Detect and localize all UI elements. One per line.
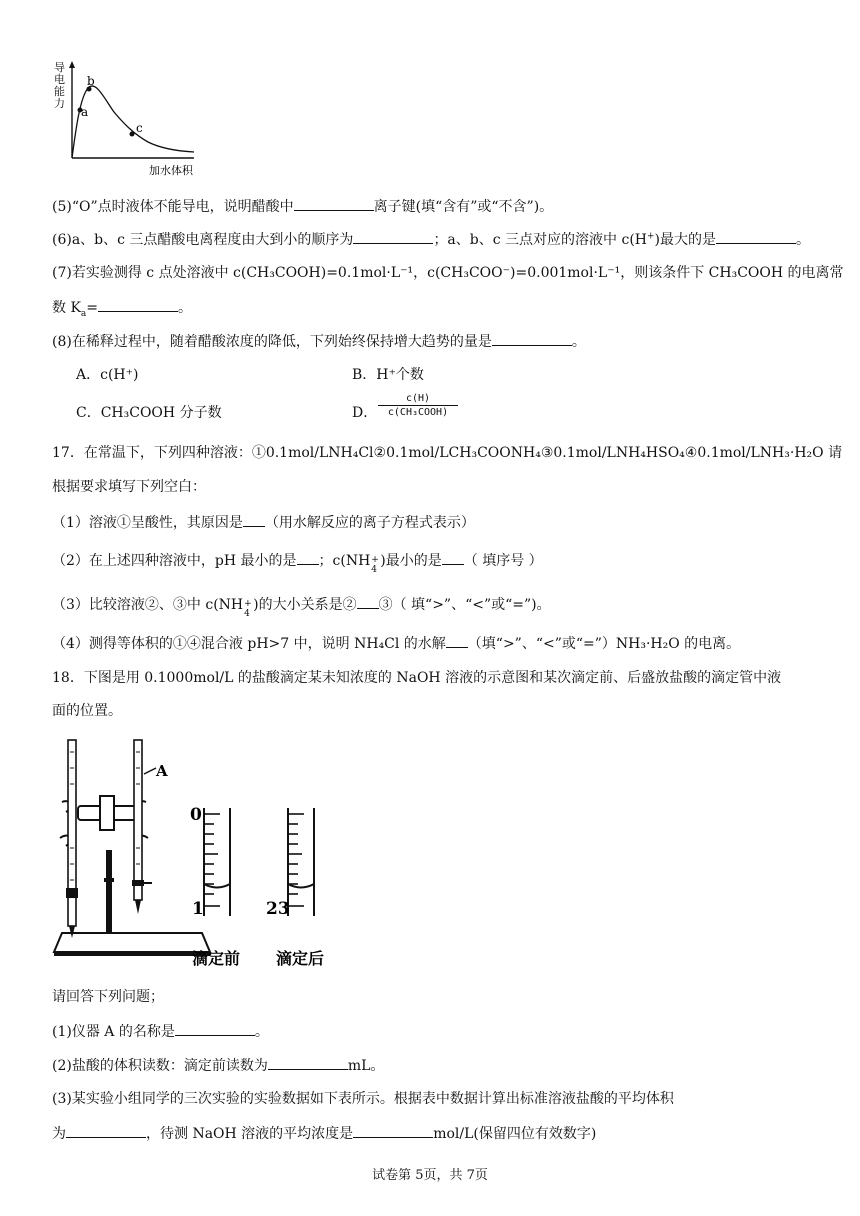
q16-option-c[interactable]: C．CH₃COOH 分子数 bbox=[76, 405, 222, 421]
graph-xlabel: 加水体积 bbox=[149, 164, 193, 177]
after-caption: 滴定后 bbox=[276, 949, 325, 968]
q16-option-b[interactable]: B．H⁺个数 bbox=[352, 367, 424, 383]
q17-part4: （4）测得等体积的①④混合液 pH>7 中，说明 NH₄Cl 的水解 （填“>”、“<”或“=”）NH₃·H₂O 的电离。 bbox=[52, 633, 740, 654]
q17-part3: （3）比较溶液②、③中 c(NH + 4 )的大小关系是② ③（ 填“>”、“<”或“=”)。 bbox=[52, 594, 551, 615]
q18-part1: (1)仪器 A 的名称是 。 bbox=[52, 1021, 269, 1042]
graph-ylabel-vertical: 导电能力 bbox=[54, 61, 65, 110]
point-b-label: b bbox=[87, 74, 95, 88]
q16-part5: (5)“O”点时液体不能导电，说明醋酸中 离子键(填“含有”或“不含”)。 bbox=[52, 196, 553, 217]
q16-part8: (8)在稀释过程中，随着醋酸浓度的降低，下列始终保持增大趋势的量是 。 bbox=[52, 331, 586, 352]
before-top-reading: 0 bbox=[190, 805, 202, 825]
q17-part2: （2）在上述四种溶液中，pH 最小的是 ；c(NH + 4 )最小的是 （ 填序号 ） bbox=[52, 550, 543, 571]
q16-option-d[interactable]: D． bbox=[352, 405, 378, 421]
q17-stem-line1: 17．在常温下，下列四种溶液：①0.1mol/LNH₄Cl②0.1mol/LCH₃COONH₄③0.1mol/LNH₄HSO₄④0.1mol/LNH₃·H₂O 请 bbox=[52, 445, 843, 461]
apparatus-label-a: A bbox=[156, 762, 168, 780]
q16-part7-line2: 数 $K_a=$ 。 bbox=[52, 297, 192, 318]
q16-option-a[interactable]: A．c(H⁺) bbox=[76, 367, 139, 383]
q16-option-d-fraction bbox=[378, 393, 458, 418]
q17-stem-line2: 根据要求填写下列空白： bbox=[52, 479, 206, 495]
titration-figure bbox=[52, 738, 342, 970]
fraction-numerator: c(H) bbox=[378, 393, 458, 406]
q16-part6: (6)a、b、c 三点醋酸电离程度由大到小的顺序为 ；a、b、c 三点对应的溶液中 c(H+)最大的是 。 bbox=[52, 229, 810, 250]
q18-prompt: 请回答下列问题； bbox=[52, 989, 164, 1005]
q17-p1-blank[interactable] bbox=[243, 512, 265, 527]
after-bottom-reading: 23 bbox=[266, 899, 290, 919]
q18-p3-blank2[interactable] bbox=[353, 1123, 433, 1138]
q18-part3-line1: (3)某实验小组同学的三次实验的实验数据如下表所示。根据表中数据计算出标准溶液盐酸的平均体积 bbox=[52, 1091, 674, 1107]
q16-p5-blank[interactable] bbox=[294, 196, 374, 211]
q18-stem-line2: 面的位置。 bbox=[52, 703, 122, 719]
q18-p3-blank1[interactable] bbox=[66, 1123, 146, 1138]
before-bottom-reading: 1 bbox=[192, 899, 204, 919]
q16-p8-blank[interactable] bbox=[492, 331, 572, 346]
page-footer: 试卷第 5页，共 7页 bbox=[372, 1168, 488, 1183]
q18-part3-line2: 为 ，待测 NaOH 溶液的平均浓度是 mol/L(保留四位有效数字) bbox=[52, 1123, 596, 1144]
q16-p7-blank[interactable] bbox=[98, 297, 178, 312]
q18-p1-blank[interactable] bbox=[175, 1021, 255, 1036]
q18-part2: (2)盐酸的体积读数：滴定前读数为 mL。 bbox=[52, 1055, 384, 1076]
q17-p4-blank[interactable] bbox=[446, 633, 468, 648]
fraction-denominator: c(CH₃COOH) bbox=[387, 407, 449, 418]
point-c-label: c bbox=[136, 121, 143, 135]
conductivity-graph bbox=[52, 58, 202, 178]
q18-p2-blank[interactable] bbox=[268, 1055, 348, 1070]
q17-part1: （1）溶液①呈酸性，其原因是 （用水解反应的离子方程式表示） bbox=[52, 512, 475, 533]
q17-p2-blank1[interactable] bbox=[297, 550, 319, 565]
point-a-label: a bbox=[81, 105, 89, 119]
q18-stem-line1: 18．下图是用 0.1000mol/L 的盐酸滴定某未知浓度的 NaOH 溶液的示意图和某次滴定前、后盛放盐酸的滴定管中液 bbox=[52, 670, 782, 686]
q17-p3-blank[interactable] bbox=[357, 594, 379, 609]
q16-p6-blank1[interactable] bbox=[353, 229, 433, 244]
before-caption: 滴定前 bbox=[192, 949, 241, 968]
q17-p2-blank2[interactable] bbox=[442, 550, 464, 565]
q16-part7-line1: (7)若实验测得 c 点处溶液中 c(CH₃COOH)=0.1mol·L⁻¹，c(CH₃COO⁻)=0.001mol·L⁻¹，则该条件下 CH₃COOH 的电离常 bbox=[52, 265, 844, 281]
q16-p6-blank2[interactable] bbox=[716, 229, 796, 244]
